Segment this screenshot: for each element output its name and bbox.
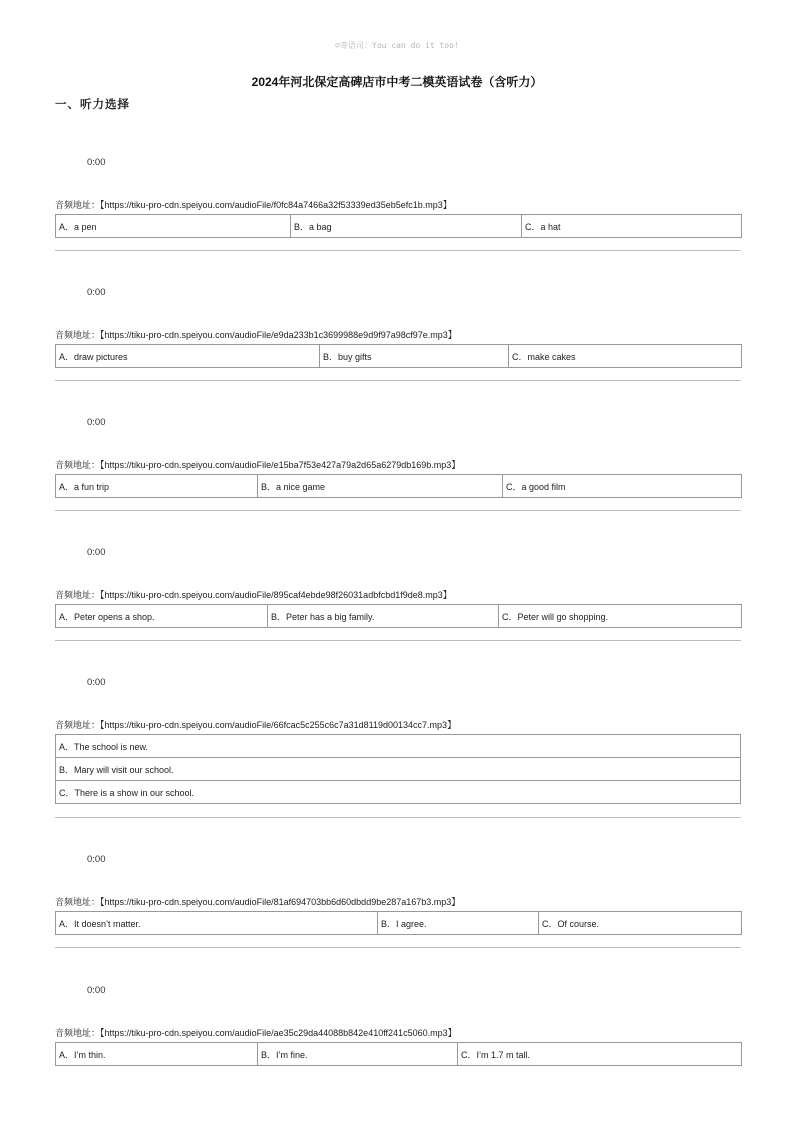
audio-url-label: 音频地址： xyxy=(55,460,101,470)
audio-url-line xyxy=(55,458,460,471)
audio-url-line xyxy=(55,1026,457,1039)
audio-url-line xyxy=(55,198,452,211)
audio-url-label: 音频地址： xyxy=(55,1028,101,1038)
question-divider xyxy=(55,947,741,948)
audio-url-line xyxy=(55,718,456,731)
option-c[interactable]: C．a good film xyxy=(503,475,742,498)
audio-player-time[interactable]: 0:00 xyxy=(87,157,106,168)
audio-url-label: 音频地址： xyxy=(55,897,101,907)
option-c[interactable]: C．Of course. xyxy=(539,912,742,935)
option-a[interactable]: A．It doesn’t matter. xyxy=(56,912,378,935)
audio-url-label: 音频地址： xyxy=(55,200,101,210)
option-a[interactable]: A．draw pictures xyxy=(56,345,320,368)
option-a[interactable]: A．Peter opens a shop. xyxy=(56,605,268,628)
option-a[interactable]: A．I’m thin. xyxy=(56,1043,258,1066)
audio-url-label: 音频地址： xyxy=(55,330,101,340)
option-b[interactable]: B．buy gifts xyxy=(320,345,509,368)
option-b[interactable]: B．I’m fine. xyxy=(258,1043,458,1066)
audio-url-link[interactable]: 【https://tiku-pro-cdn.speiyou.com/audioFile/66fcac5c255c6c7a31d8119d00134cc7.mp3】 xyxy=(100,720,457,730)
option-b[interactable]: B．a nice game xyxy=(258,475,503,498)
option-c[interactable]: C．Peter will go shopping. xyxy=(499,605,742,628)
audio-player-time[interactable]: 0:00 xyxy=(87,417,106,428)
audio-url-link[interactable]: 【https://tiku-pro-cdn.speiyou.com/audioFile/f0fc84a7466a32f53339ed35eb5efc1b.mp3】 xyxy=(100,200,452,210)
page-title: 2024年河北保定高碑店市中考二模英语试卷（含听力） xyxy=(251,75,543,89)
header-motto: ☺寄语司：You can do it too! xyxy=(335,41,459,50)
option-a[interactable]: A．The school is new. xyxy=(56,735,741,758)
audio-url-link[interactable]: 【https://tiku-pro-cdn.speiyou.com/audioFile/895caf4ebde98f26031adbfcbd1f9de8.mp3】 xyxy=(100,590,452,600)
question-divider xyxy=(55,250,741,251)
question-divider xyxy=(55,640,741,641)
option-b[interactable]: B．a bag xyxy=(291,215,522,238)
audio-player-time[interactable]: 0:00 xyxy=(87,677,106,688)
options-table xyxy=(55,1042,742,1066)
question-divider xyxy=(55,817,741,818)
options-table xyxy=(55,474,742,498)
audio-url-link[interactable]: 【https://tiku-pro-cdn.speiyou.com/audioFile/e9da233b1c3699988e9d9f97a98cf97e.mp3】 xyxy=(100,330,457,340)
section-heading: 一、听力选择 xyxy=(55,97,130,111)
options-table xyxy=(55,214,742,238)
audio-player-time[interactable]: 0:00 xyxy=(87,854,106,865)
audio-url-link[interactable]: 【https://tiku-pro-cdn.speiyou.com/audioFile/81af694703bb6d60dbdd9be287a167b3.mp3】 xyxy=(100,897,461,907)
question-divider xyxy=(55,380,741,381)
option-a[interactable]: A．a pen xyxy=(56,215,291,238)
option-a[interactable]: A．a fun trip xyxy=(56,475,258,498)
option-b[interactable]: B．I agree. xyxy=(378,912,539,935)
option-c[interactable]: C．a hat xyxy=(522,215,742,238)
audio-url-label: 音频地址： xyxy=(55,720,101,730)
audio-url-line xyxy=(55,328,457,341)
options-table xyxy=(55,911,742,935)
audio-player-time[interactable]: 0:00 xyxy=(87,287,106,298)
options-table xyxy=(55,344,742,368)
option-b[interactable]: B．Mary will visit our school. xyxy=(56,758,741,781)
audio-url-line xyxy=(55,588,452,601)
option-c[interactable]: C．I’m 1.7 m tall. xyxy=(458,1043,742,1066)
audio-player-time[interactable]: 0:00 xyxy=(87,547,106,558)
audio-player-time[interactable]: 0:00 xyxy=(87,985,106,996)
option-b[interactable]: B．Peter has a big family. xyxy=(268,605,499,628)
question-divider xyxy=(55,510,741,511)
options-table xyxy=(55,604,742,628)
audio-url-line xyxy=(55,895,460,908)
audio-url-link[interactable]: 【https://tiku-pro-cdn.speiyou.com/audioFile/ae35c29da44088b842e410ff241c5060.mp3】 xyxy=(100,1028,457,1038)
audio-url-label: 音频地址： xyxy=(55,590,101,600)
option-c[interactable]: C．make cakes xyxy=(509,345,742,368)
audio-url-link[interactable]: 【https://tiku-pro-cdn.speiyou.com/audioFile/e15ba7f53e427a79a2d65a6279db169b.mp3】 xyxy=(100,460,461,470)
options-table xyxy=(55,734,741,804)
option-c[interactable]: C．There is a show in our school. xyxy=(56,781,741,804)
